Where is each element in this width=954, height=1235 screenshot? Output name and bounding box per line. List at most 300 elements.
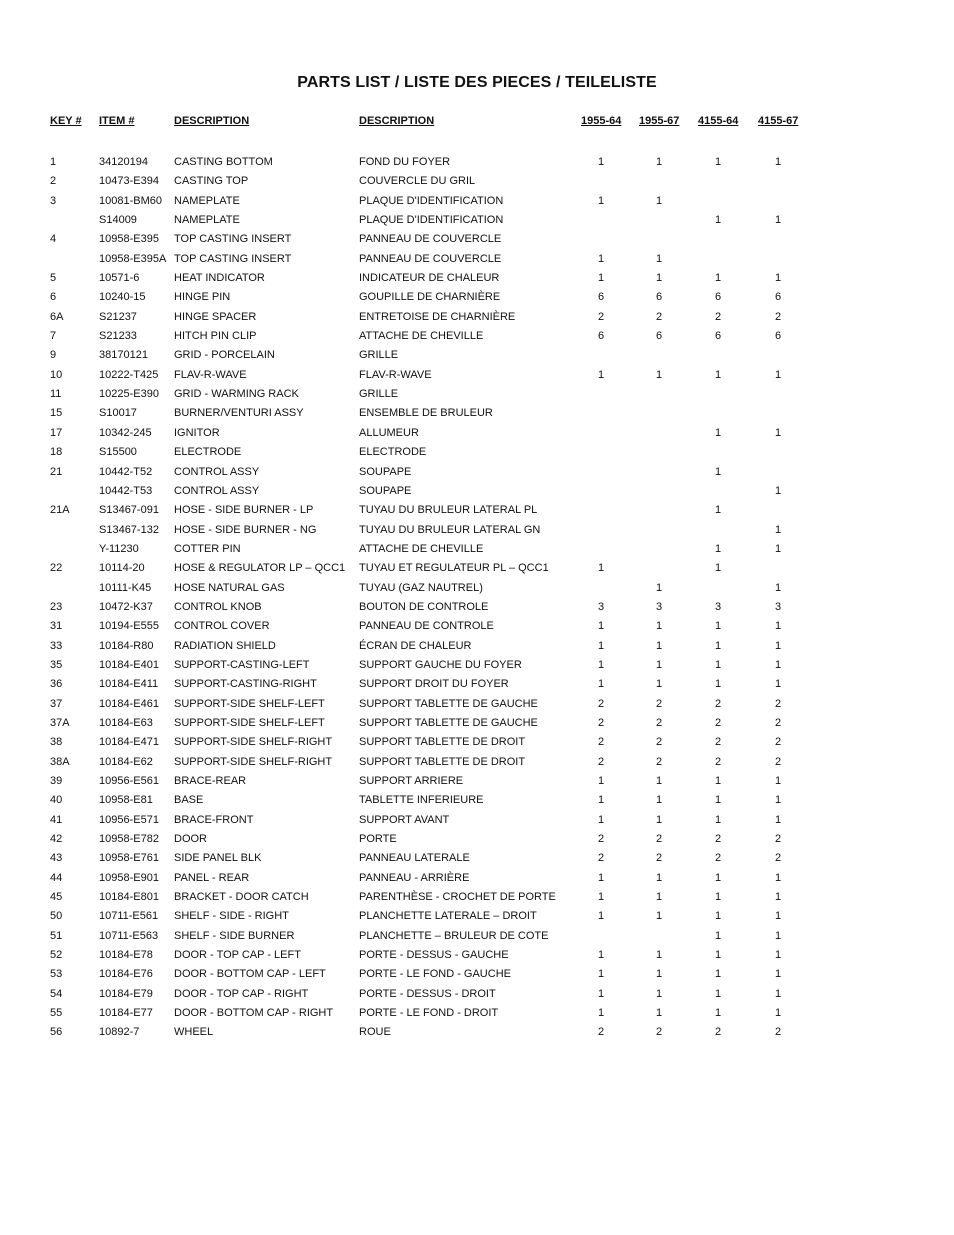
qty-4155-64-cell: 1 <box>714 542 722 555</box>
qty-1955-64-cell: 2 <box>597 852 605 865</box>
item-number-cell: 10958-E761 <box>99 852 159 865</box>
qty-4155-64-cell: 1 <box>714 562 722 575</box>
description-fr-cell: GOUPILLE DE CHARNIÈRE <box>359 291 501 304</box>
item-number-cell: 10956-E561 <box>99 775 159 787</box>
table-row <box>50 346 810 365</box>
description-cell: CONTROL COVER <box>174 620 270 633</box>
qty-4155-64-cell: 1 <box>714 272 722 285</box>
description-fr-cell: FLAV-R-WAVE <box>359 368 432 381</box>
key-cell: 23 <box>50 600 63 613</box>
qty-1955-64-cell: 1 <box>597 891 605 904</box>
description-fr-cell: FOND DU FOYER <box>359 156 451 168</box>
qty-4155-64-cell: 2 <box>714 736 722 749</box>
qty-1955-64-cell: 1 <box>597 987 605 1000</box>
item-number-cell: 10114-20 <box>99 562 145 575</box>
qty-1955-67-cell: 6 <box>655 330 663 343</box>
item-number-cell: 10081-BM60 <box>99 194 162 207</box>
description-fr-cell: PORTE - DESSUS - DROIT <box>359 987 496 1000</box>
item-number-cell: 10184-R80 <box>99 639 154 652</box>
description-fr-cell: PORTE - LE FOND - DROIT <box>359 1007 499 1020</box>
description-cell: SHELF - SIDE - RIGHT <box>174 910 289 923</box>
description-cell: NAMEPLATE <box>174 214 240 227</box>
description-cell: TOP CASTING INSERT <box>174 233 292 246</box>
description-cell: GRID - WARMING RACK <box>174 388 299 401</box>
qty-1955-64-cell: 1 <box>597 794 605 807</box>
qty-4155-67-cell: 1 <box>774 156 782 168</box>
description-fr-cell: SOUPAPE <box>359 484 412 497</box>
qty-1955-67-cell: 1 <box>655 156 663 168</box>
table-row <box>50 811 810 830</box>
item-number-cell: 10958-E395A <box>99 252 167 265</box>
description-cell: SUPPORT-CASTING-LEFT <box>174 658 310 671</box>
qty-1955-64-cell: 1 <box>597 272 605 285</box>
table-row <box>50 501 810 520</box>
item-number-cell: 10194-E555 <box>99 620 159 633</box>
qty-1955-67-cell: 6 <box>655 291 663 304</box>
qty-1955-64-cell: 1 <box>597 639 605 652</box>
item-number-cell: 38170121 <box>99 349 148 362</box>
description-cell: DOOR - TOP CAP - RIGHT <box>174 987 309 1000</box>
description-fr-cell: ROUE <box>359 1026 391 1039</box>
description-cell: DOOR - TOP CAP - LEFT <box>174 949 301 962</box>
table-row <box>50 482 810 501</box>
item-number-cell: S13467-132 <box>99 523 159 536</box>
item-number-cell: S14009 <box>99 214 137 227</box>
description-cell: HOSE & REGULATOR LP – QCC1 <box>174 562 346 575</box>
qty-1955-64-cell: 2 <box>597 755 605 768</box>
qty-4155-67-cell: 3 <box>774 600 782 613</box>
key-cell: 7 <box>50 330 57 343</box>
qty-4155-64-cell: 2 <box>714 833 722 846</box>
key-cell: 42 <box>50 833 63 846</box>
table-row <box>50 656 810 675</box>
qty-4155-67-cell: 1 <box>774 272 782 285</box>
description-cell: CONTROL KNOB <box>174 600 262 613</box>
qty-4155-64-cell: 1 <box>714 987 722 1000</box>
qty-1955-64-cell: 1 <box>597 910 605 923</box>
description-fr-cell: TUYAU DU BRULEUR LATERAL GN <box>359 523 541 536</box>
description-cell: DOOR - BOTTOM CAP - LEFT <box>174 968 326 981</box>
qty-1955-67-cell: 1 <box>655 813 663 826</box>
qty-1955-64-cell: 2 <box>597 697 605 710</box>
qty-4155-64-cell: 2 <box>714 755 722 768</box>
qty-4155-67-cell: 1 <box>774 523 782 536</box>
qty-4155-64-cell: 1 <box>714 910 722 923</box>
qty-1955-64-cell: 2 <box>597 716 605 729</box>
qty-4155-67-cell: 1 <box>774 1007 782 1020</box>
qty-4155-67-cell: 1 <box>774 426 782 439</box>
qty-1955-64-cell: 2 <box>597 833 605 846</box>
qty-4155-64-cell: 1 <box>714 813 722 826</box>
key-cell: 43 <box>50 852 63 865</box>
qty-4155-67-cell: 2 <box>774 736 782 749</box>
key-cell: 21A <box>50 504 70 517</box>
item-number-cell: 10184-E471 <box>99 736 159 749</box>
key-cell: 37A <box>50 716 70 729</box>
item-number-cell: 10240-15 <box>99 291 146 304</box>
qty-1955-67-cell: 1 <box>655 581 663 594</box>
description-cell: GRID - PORCELAIN <box>174 349 275 362</box>
key-cell: 33 <box>50 639 63 652</box>
item-number-cell: 10184-E77 <box>99 1007 153 1020</box>
description-fr-cell: PANNEAU - ARRIÈRE <box>359 871 470 884</box>
qty-1955-67-cell: 2 <box>655 1026 663 1039</box>
key-cell: 1 <box>50 156 57 168</box>
item-number-cell: 10184-E62 <box>99 755 153 768</box>
item-number-cell: 10711-E563 <box>99 929 159 942</box>
key-cell: 3 <box>50 194 57 207</box>
qty-4155-67-cell: 2 <box>774 716 782 729</box>
key-cell: 38 <box>50 736 63 749</box>
qty-4155-64-cell: 2 <box>714 697 722 710</box>
description-fr-cell: SUPPORT TABLETTE DE DROIT <box>359 736 526 749</box>
qty-1955-64-cell: 1 <box>597 620 605 633</box>
qty-4155-67-cell: 2 <box>774 1026 782 1039</box>
qty-4155-67-cell: 2 <box>774 852 782 865</box>
key-cell: 10 <box>50 368 63 381</box>
description-fr-cell: PLAQUE D'IDENTIFICATION <box>359 194 504 207</box>
table-row <box>50 327 810 346</box>
description-fr-cell: INDICATEUR DE CHALEUR <box>359 272 500 285</box>
qty-1955-67-cell: 1 <box>655 910 663 923</box>
table-row <box>50 830 810 849</box>
item-number-cell: 10958-E395 <box>99 233 159 246</box>
qty-1955-67-cell: 1 <box>655 871 663 884</box>
qty-1955-67-cell: 2 <box>655 310 663 323</box>
item-number-cell: 10956-E571 <box>99 813 159 826</box>
description-cell: CONTROL ASSY <box>174 465 260 478</box>
table-row <box>50 598 810 617</box>
qty-4155-67-cell: 1 <box>774 910 782 923</box>
table-row <box>50 1004 810 1023</box>
description-fr-cell: TUYAU DU BRULEUR LATERAL PL <box>359 504 538 517</box>
header-item: ITEM # <box>99 115 135 127</box>
description-cell: HEAT INDICATOR <box>174 272 265 285</box>
table-row <box>50 1023 810 1042</box>
key-cell: 50 <box>50 910 63 923</box>
qty-1955-64-cell: 1 <box>597 949 605 962</box>
description-fr-cell: PORTE <box>359 833 397 846</box>
description-cell: IGNITOR <box>174 426 220 439</box>
qty-1955-64-cell: 1 <box>597 252 605 265</box>
item-number-cell: 10222-T425 <box>99 368 159 381</box>
qty-1955-67-cell: 1 <box>655 678 663 691</box>
key-cell: 21 <box>50 465 63 478</box>
description-fr-cell: SUPPORT AVANT <box>359 813 450 826</box>
item-number-cell: 10711-E561 <box>99 910 159 923</box>
description-cell: COTTER PIN <box>174 542 241 555</box>
item-number-cell: 10111-K45 <box>99 581 152 594</box>
qty-1955-67-cell: 2 <box>655 852 663 865</box>
description-fr-cell: GRILLE <box>359 388 399 401</box>
description-cell: SUPPORT-SIDE SHELF-LEFT <box>174 716 325 729</box>
table-row <box>50 617 810 636</box>
qty-4155-67-cell: 1 <box>774 658 782 671</box>
key-cell: 11 <box>50 388 62 401</box>
key-cell: 55 <box>50 1007 63 1020</box>
qty-4155-67-cell: 1 <box>774 813 782 826</box>
qty-4155-64-cell: 1 <box>714 1007 722 1020</box>
qty-1955-64-cell: 2 <box>597 310 605 323</box>
qty-1955-64-cell: 3 <box>597 600 605 613</box>
qty-4155-67-cell: 1 <box>774 949 782 962</box>
description-fr-cell: SOUPAPE <box>359 465 412 478</box>
item-number-cell: 10958-E782 <box>99 833 159 846</box>
qty-4155-67-cell: 2 <box>774 755 782 768</box>
qty-1955-67-cell: 1 <box>655 639 663 652</box>
table-row <box>50 366 810 385</box>
qty-4155-67-cell: 1 <box>774 794 782 807</box>
table-row <box>50 695 810 714</box>
table-row <box>50 946 810 965</box>
table-row <box>50 443 810 462</box>
item-number-cell: 10473-E394 <box>99 175 159 188</box>
item-number-cell: 10184-E401 <box>99 658 159 671</box>
table-header <box>50 115 810 133</box>
description-fr-cell: COUVERCLE DU GRIL <box>359 175 476 188</box>
qty-4155-67-cell: 1 <box>774 929 782 942</box>
qty-1955-64-cell: 1 <box>597 368 605 381</box>
qty-1955-67-cell: 2 <box>655 697 663 710</box>
table-row <box>50 559 810 578</box>
table-row <box>50 404 810 423</box>
key-cell: 6A <box>50 310 64 323</box>
qty-1955-67-cell: 2 <box>655 755 663 768</box>
description-fr-cell: PLANCHETTE LATERALE – DROIT <box>359 910 537 923</box>
description-cell: DOOR <box>174 833 207 846</box>
description-fr-cell: SUPPORT TABLETTE DE DROIT <box>359 755 526 768</box>
description-fr-cell: PORTE - LE FOND - GAUCHE <box>359 968 511 981</box>
table-row <box>50 540 810 559</box>
description-fr-cell: SUPPORT DROIT DU FOYER <box>359 678 509 691</box>
qty-4155-64-cell: 1 <box>714 775 722 787</box>
table-row <box>50 385 810 404</box>
qty-1955-67-cell: 1 <box>655 794 663 807</box>
qty-4155-67-cell: 1 <box>774 620 782 633</box>
description-fr-cell: ALLUMEUR <box>359 426 419 439</box>
qty-4155-64-cell: 2 <box>714 716 722 729</box>
item-number-cell: 10225-E390 <box>99 388 159 401</box>
qty-1955-64-cell: 1 <box>597 562 605 575</box>
table-row <box>50 733 810 752</box>
description-cell: BASE <box>174 794 204 807</box>
header-model-1955-64: 1955-64 <box>581 115 622 127</box>
qty-4155-64-cell: 1 <box>714 465 722 478</box>
key-cell: 22 <box>50 562 63 575</box>
qty-1955-67-cell: 1 <box>655 1007 663 1020</box>
description-cell: SHELF - SIDE BURNER <box>174 929 295 942</box>
description-fr-cell: SUPPORT TABLETTE DE GAUCHE <box>359 697 538 710</box>
item-number-cell: 10958-E81 <box>99 794 153 807</box>
description-fr-cell: TABLETTE INFERIEURE <box>359 794 484 807</box>
item-number-cell: 10184-E461 <box>99 697 159 710</box>
description-fr-cell: ÉCRAN DE CHALEUR <box>359 639 472 652</box>
qty-1955-67-cell: 2 <box>655 736 663 749</box>
key-cell: 38A <box>50 755 70 768</box>
qty-1955-67-cell: 1 <box>655 272 663 285</box>
table-row <box>50 579 810 598</box>
key-cell: 45 <box>50 891 63 904</box>
description-cell: WHEEL <box>174 1026 214 1039</box>
description-fr-cell: BOUTON DE CONTROLE <box>359 600 489 613</box>
description-cell: SUPPORT-SIDE SHELF-RIGHT <box>174 736 333 749</box>
qty-1955-67-cell: 3 <box>655 600 663 613</box>
qty-1955-64-cell: 1 <box>597 813 605 826</box>
page-title: PARTS LIST / LISTE DES PIECES / TEILELISTE <box>297 74 657 91</box>
qty-4155-64-cell: 1 <box>714 426 722 439</box>
description-cell: HOSE - SIDE BURNER - NG <box>174 523 317 536</box>
table-row <box>50 714 810 733</box>
table-row <box>50 424 810 443</box>
qty-4155-64-cell: 2 <box>714 852 722 865</box>
qty-1955-67-cell: 1 <box>655 368 663 381</box>
table-row <box>50 211 810 230</box>
qty-1955-67-cell: 1 <box>655 775 663 787</box>
qty-4155-67-cell: 1 <box>774 968 782 981</box>
qty-4155-67-cell: 1 <box>774 368 782 381</box>
description-fr-cell: PANNEAU DE COUVERCLE <box>359 233 502 246</box>
key-cell: 39 <box>50 775 63 787</box>
description-cell: FLAV-R-WAVE <box>174 368 247 381</box>
key-cell: 52 <box>50 949 63 962</box>
qty-4155-67-cell: 2 <box>774 697 782 710</box>
table-row <box>50 288 810 307</box>
qty-1955-64-cell: 1 <box>597 678 605 691</box>
description-fr-cell: PANNEAU LATERALE <box>359 852 470 865</box>
qty-1955-64-cell: 1 <box>597 1007 605 1020</box>
item-number-cell: S21237 <box>99 310 137 323</box>
qty-4155-64-cell: 6 <box>714 291 722 304</box>
qty-4155-67-cell: 1 <box>774 775 782 787</box>
qty-4155-64-cell: 3 <box>714 600 722 613</box>
description-cell: ELECTRODE <box>174 446 242 459</box>
qty-1955-67-cell: 2 <box>655 833 663 846</box>
qty-1955-67-cell: 1 <box>655 658 663 671</box>
qty-4155-64-cell: 1 <box>714 871 722 884</box>
table-row <box>50 675 810 694</box>
key-cell: 40 <box>50 794 63 807</box>
description-fr-cell: PLANCHETTE – BRULEUR DE COTE <box>359 929 549 942</box>
key-cell: 44 <box>50 871 63 884</box>
description-cell: SIDE PANEL BLK <box>174 852 262 865</box>
description-cell: BRACE-FRONT <box>174 813 254 826</box>
qty-4155-64-cell: 2 <box>714 1026 722 1039</box>
item-number-cell: 10184-E801 <box>99 891 159 904</box>
qty-1955-64-cell: 2 <box>597 1026 605 1039</box>
description-cell: BRACKET - DOOR CATCH <box>174 891 309 904</box>
item-number-cell: S15500 <box>99 446 137 459</box>
description-fr-cell: PARENTHÈSE - CROCHET DE PORTE <box>359 891 556 904</box>
description-cell: HOSE NATURAL GAS <box>174 581 285 594</box>
item-number-cell: S21233 <box>99 330 137 343</box>
qty-1955-67-cell: 1 <box>655 252 663 265</box>
qty-4155-67-cell: 1 <box>774 581 782 594</box>
item-number-cell: 10442-T53 <box>99 484 153 497</box>
qty-4155-64-cell: 1 <box>714 156 722 168</box>
qty-4155-64-cell: 1 <box>714 620 722 633</box>
qty-4155-64-cell: 1 <box>714 949 722 962</box>
key-cell: 18 <box>50 446 63 459</box>
table-row <box>50 849 810 868</box>
qty-4155-67-cell: 1 <box>774 214 782 227</box>
description-fr-cell: ELECTRODE <box>359 446 427 459</box>
table-row <box>50 250 810 269</box>
description-cell: CASTING TOP <box>174 175 249 188</box>
description-fr-cell: GRILLE <box>359 349 399 362</box>
qty-4155-64-cell: 2 <box>714 310 722 323</box>
key-cell: 4 <box>50 233 57 246</box>
qty-1955-67-cell: 1 <box>655 194 663 207</box>
description-cell: HINGE PIN <box>174 291 231 304</box>
description-fr-cell: PLAQUE D'IDENTIFICATION <box>359 214 504 227</box>
qty-1955-64-cell: 6 <box>597 330 605 343</box>
qty-4155-64-cell: 1 <box>714 214 722 227</box>
qty-4155-64-cell: 1 <box>714 968 722 981</box>
item-number-cell: S13467-091 <box>99 504 159 517</box>
description-cell: CONTROL ASSY <box>174 484 260 497</box>
header-model-4155-67: 4155-67 <box>758 115 799 127</box>
description-fr-cell: ENTRETOISE DE CHARNIÈRE <box>359 310 516 323</box>
item-number-cell: 10184-E78 <box>99 949 153 962</box>
key-cell: 51 <box>50 929 63 942</box>
qty-4155-67-cell: 2 <box>774 833 782 846</box>
description-fr-cell: PORTE - DESSUS - GAUCHE <box>359 949 509 962</box>
key-cell: 17 <box>50 426 63 439</box>
qty-4155-64-cell: 1 <box>714 658 722 671</box>
item-number-cell: S10017 <box>99 407 137 420</box>
table-row <box>50 888 810 907</box>
key-cell: 15 <box>50 407 63 420</box>
key-cell: 56 <box>50 1026 63 1039</box>
table-row <box>50 172 810 191</box>
qty-1955-67-cell: 1 <box>655 968 663 981</box>
qty-4155-67-cell: 2 <box>774 310 782 323</box>
description-cell: RADIATION SHIELD <box>174 639 276 652</box>
qty-1955-67-cell: 1 <box>655 891 663 904</box>
description-fr-cell: ATTACHE DE CHEVILLE <box>359 542 484 555</box>
description-cell: HINGE SPACER <box>174 310 257 323</box>
qty-1955-67-cell: 1 <box>655 949 663 962</box>
description-fr-cell: ATTACHE DE CHEVILLE <box>359 330 484 343</box>
description-cell: TOP CASTING INSERT <box>174 252 292 265</box>
item-number-cell: 10184-E79 <box>99 987 153 1000</box>
description-cell: SUPPORT-SIDE SHELF-RIGHT <box>174 755 333 768</box>
description-fr-cell: SUPPORT GAUCHE DU FOYER <box>359 658 522 671</box>
header-model-1955-67: 1955-67 <box>639 115 680 127</box>
qty-4155-64-cell: 1 <box>714 891 722 904</box>
qty-1955-64-cell: 1 <box>597 871 605 884</box>
qty-1955-64-cell: 2 <box>597 736 605 749</box>
description-cell: PANEL - REAR <box>174 871 250 884</box>
description-fr-cell: TUYAU (GAZ NAUTREL) <box>359 581 483 594</box>
table-row <box>50 965 810 984</box>
description-fr-cell: SUPPORT TABLETTE DE GAUCHE <box>359 716 538 729</box>
qty-1955-64-cell: 6 <box>597 291 605 304</box>
qty-4155-64-cell: 1 <box>714 504 722 517</box>
key-cell: 6 <box>50 291 57 304</box>
description-cell: SUPPORT-SIDE SHELF-LEFT <box>174 697 325 710</box>
header-key: KEY # <box>50 115 82 127</box>
header-model-4155-64: 4155-64 <box>698 115 739 127</box>
description-cell: HOSE - SIDE BURNER - LP <box>174 504 314 517</box>
item-number-cell: 10184-E411 <box>99 678 159 691</box>
qty-4155-67-cell: 1 <box>774 871 782 884</box>
qty-1955-64-cell: 1 <box>597 658 605 671</box>
qty-4155-67-cell: 1 <box>774 639 782 652</box>
item-number-cell: 10571-6 <box>99 272 140 285</box>
qty-1955-64-cell: 1 <box>597 968 605 981</box>
parts-table <box>50 115 810 1043</box>
